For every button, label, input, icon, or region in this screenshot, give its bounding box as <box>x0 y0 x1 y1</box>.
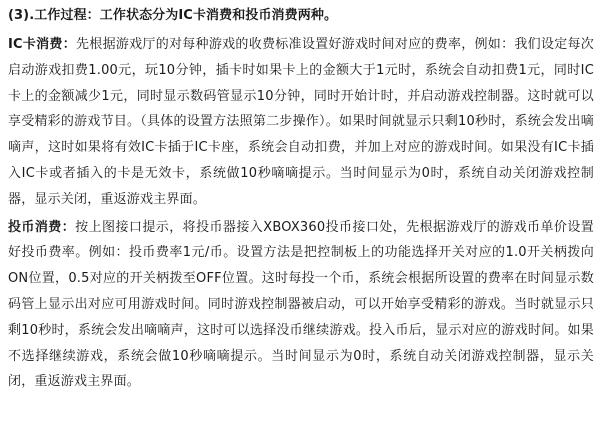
coin-paragraph <box>8 215 594 396</box>
coin-body: 按上图接口提示，将投币器接入XBOX360投币接口处，先根据游戏厅的游戏币单价设置好投币费率。例如：投币费率1元/币。设置方法是把控制板上的功能选择开关对应的1.0开关柄拨向ON位置，0.5对应的开关柄拨至OFF位置。这时每投一个币，系统会根据所设置的费率在时间显示数码管上显示出对应可用游戏时间。同时游戏控制器被启动，可以开始享受精彩的游戏。当时就显示只剩10秒时，系统会发出嘀嘀声，这时可以选择没币继续游戏。投入币后，显示对应的游戏时间。如果不选择继续游戏，系统会做10秒嘀嘀提示。当时间显示为0时，系统自动关闭游戏控制器，显示关闭，重返游戏主界面。 <box>8 219 594 390</box>
section-heading: (3).工作过程：工作状态分为IC卡消费和投币消费两种。 <box>8 8 338 23</box>
ic-card-paragraph <box>8 32 594 213</box>
ic-card-body: 先根据游戏厅的对每种游戏的收费标准设置好游戏时间对应的费率，例如：我们设定每次启动游戏扣费1.00元，玩10分钟，插卡时如果卡上的金额大于1元时，系统会自动扣费1元，同时IC卡上的金额减少1元，同时显示数码管显示10分钟，同时开始计时，并启动游戏控制器。这时就可以享受精彩的游戏节目。（具体的设置方法照第二步操作）。如果时间就显示只剩10秒时，系统会发出嘀嘀声，这时如果将有效IC卡插于IC卡座，系统会自动扣费，并加上对应的游戏时间。如果没有IC卡插入IC卡或者插入的卡是无效卡，系统做10秒嘀嘀提示。当时间显示为0时，系统自动关闭游戏控制器，显示关闭，重返游戏主界面。 <box>8 37 594 207</box>
coin-lead: 投币消费： <box>8 219 76 235</box>
ic-card-lead: IC卡消费： <box>8 37 76 52</box>
document-page <box>8 0 594 395</box>
